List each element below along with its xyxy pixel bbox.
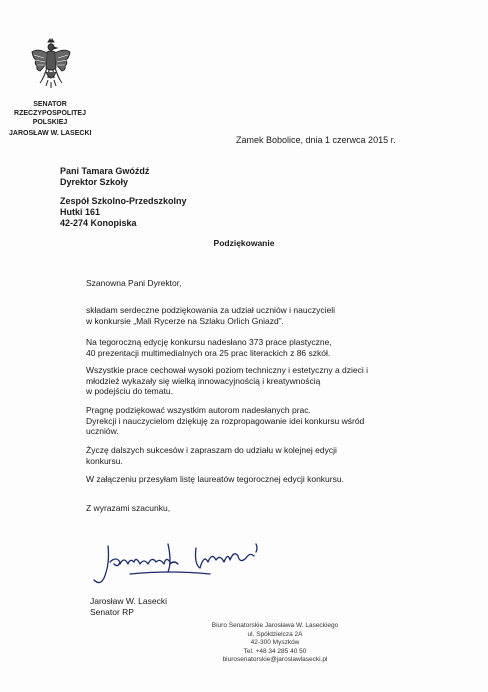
paragraph-4: [86, 405, 416, 437]
paragraph-line: Dyrekcji i nauczycielom dziękuję za rozpropagowanie idei konkursu wśród: [86, 415, 365, 426]
letterhead-title-line1: SENATOR: [33, 101, 67, 108]
footer-postal: 42-300 Myszków: [250, 639, 300, 646]
signatory-name: Jarosław W. Lasecki: [90, 596, 167, 606]
letterhead-title-line2: RZECZYPOSPOLITEJ POLSKIEJ: [14, 110, 86, 126]
paragraph-line: w podejściu do tematu.: [86, 386, 173, 396]
school-street: Hutki 161: [60, 207, 101, 217]
letterhead-name: JAROSŁAW W. LASECKI: [9, 130, 92, 137]
school-name: Zespół Szkolno-Przedszkolny: [60, 196, 187, 206]
closing: Z wyrazami szacunku,: [86, 503, 171, 513]
paragraph-line: uczniów.: [86, 426, 119, 436]
paragraph-line: Pragnę podziękować wszystkim autorom nadesłanych prac.: [86, 405, 311, 415]
footer-email: biurosenatorskie@jaroslawlasecki.pl: [222, 656, 328, 663]
paragraph-5: [86, 445, 416, 466]
paragraph-line: Na tegoroczną edycję konkursu nadesłano 373 prace plastyczne,: [86, 337, 332, 347]
paragraph-line: młodzież wykazały się wielką innowacyjnością i kreatywnością: [86, 375, 321, 386]
recipient-name: Pani Tamara Gwóźdź: [60, 166, 150, 176]
salutation: Szanowna Pani Dyrektor,: [86, 278, 182, 288]
polish-eagle-emblem-icon: [30, 38, 72, 94]
paragraph-line: składam serdeczne podziękowania za udział uczniów i nauczycieli: [86, 305, 335, 315]
school-postal: 42-274 Konopiska: [60, 218, 137, 228]
footer-phone: Tel. +48 34 285 40 50: [243, 647, 307, 655]
letter-heading: Podziękowanie: [213, 238, 275, 248]
school-address-block: [60, 196, 187, 229]
paragraph-line: w konkursie „Mali Rycerze na Szlaku Orlich Gniazd”.: [86, 315, 284, 326]
letterhead-title: [0, 100, 100, 127]
paragraph-3: [86, 365, 416, 397]
recipient-role: Dyrektor Szkoły: [60, 177, 129, 187]
footer-street: ul. Spółdzielcza 2A: [247, 630, 303, 638]
signatory-role: Senator RP: [90, 607, 134, 617]
paragraph-line: Wszystkie prace cechował wysoki poziom techniczny i estetyczny a dzieci i: [86, 365, 369, 375]
recipient-block: [60, 166, 149, 188]
paragraph-line: konkursu.: [86, 455, 123, 466]
office-footer: [180, 622, 370, 665]
paragraph-line: Życzę dalszych sukcesów i zapraszam do udziału w kolejnej edycji: [86, 445, 337, 455]
paragraph-line: W załączeniu przesyłam listę laureatów tegorocznej edycji konkursu.: [86, 474, 344, 484]
paragraph-2: [86, 337, 416, 358]
paragraph-line: 40 prezentacji multimedialnych ora 25 prac literackich z 86 szkół.: [86, 347, 331, 358]
signatory-block: [90, 596, 167, 618]
place-and-date: Zamek Bobolice, dnia 1 czerwca 2015 r.: [236, 135, 396, 145]
footer-office-name: Biuro Senatorskie Jarosława W. Laseckiego: [211, 622, 339, 629]
handwritten-signature: [90, 534, 270, 594]
paragraph-6: [86, 474, 416, 485]
paragraph-1: [86, 305, 416, 326]
